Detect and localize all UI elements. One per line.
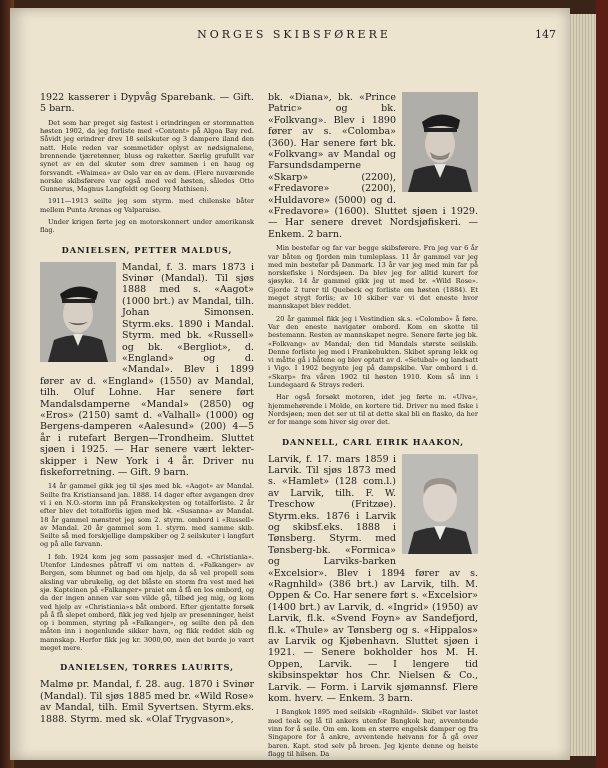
entry-note-torres-1: Min bestefar og far var begge skibsførere. Fra jeg var 6 år var båten og fjorden min tumleplass. 11 år gammel var jeg med min bestefar på Danmark. 13 år var jeg med min far på norskefiske i Nordsjøen. Da blev jeg for alltid kurert for sjøsyke. 14 år gammel gikk jeg ut med br. «Wild Rose». Gjorde 2 turer til Quebeck og forliste om høsten (1884). Et meget stygt forlis; av 10 skiber var vi det eneste hvor mannskapet blev reddet. — [268, 244, 478, 311]
page-edges — [568, 14, 598, 756]
intro-small-2: 1911—1913 seilte jeg som styrm. med chilenske båter mellem Punta Arenas og Valparaiso. — [40, 197, 254, 214]
entry-heading-petter: DANIELSEN, PETTER MALDUS, — [61, 244, 233, 255]
entry-heading-torres: DANIELSEN, TORRES LAURITS, — [60, 662, 234, 673]
right-column — [268, 92, 478, 758]
entry-body-torres: Malmø pr. Mandal, f. 28. aug. 1870 i Svinør (Mandal). Til sjøs 1885 med br. «Wild Rose» av Mandal, tilh. Emil Syvertsen. Styrm.eks. 1888. Styrm. med sk. «Olaf Trygvason», — [40, 679, 254, 725]
running-title: NORGES SKIBSFØRERE — [197, 28, 391, 41]
left-column — [40, 92, 254, 725]
entry-note-carl-1: I Bangkok 1895 med seilskib «Ragnhild». Skibet var lastet med teak og lå til ankers utenfor Bangkok bar, avventende vinn for å seile. Om em. kom en større engelsk damper og fra Singapore for å ankre, avventende høivann for å gå over baren. Kapt. stod selv på broen. Jeg kjente denne og heiste flagg til hilsen. Da — [268, 708, 478, 758]
book-page — [10, 8, 570, 760]
entry-body-carl: Larvik, f. 17. mars 1859 i Larvik. Til sjøs 1873 med s. «Hamlet» (128 com.l.) av Larvik, tilh. F. W. Treschow (Fritzøe). Styrm.eks. 1876 i Larvik og skibsf.eks. 1888 i Tønsberg. Styrm. med Tønsberg-bk. «Formica» og Larviks-barken «Excelsior». Blev i 1894 fører av s. «Ragnhild» (386 brt.) av Larvik, tilh. M. Oppen & Co. Har senere ført s. «Excelsior» (1400 brt.) av Larvik, d. «Ingrid» (1950) av Larvik, fl.k. «Svend Foyn» av Sandefjord, fl.k. «Thule» av Tønsberg og s. «Hippalos» av Larvik og Kjøbenhavn. Sluttet sjøen i 1921. — Senere bokholder hos M. H. Oppen, Larvik. — I lengere tid skibsinspektør hos Chr. Nielsen & Co., Larvik. — Form. i Larvik sjømannsf. Flere kom. hverv. — Enkem. 3 barn. — [268, 453, 478, 705]
portrait-carl-dannell — [402, 454, 478, 554]
entry-note-petter-1: 14 år gammel gikk jeg til sjøs med bk. «Aagot» av Mandal. Seilte fra Kristiansand jan. 1888. 14 dager efter avgangen drev vi i en N.O.-storm inn på Franskekysten og totalforliste. 2 år efter blev det totalforlis igjen med bk. «Susanna» av Mandal. 18 år gammel mønstret jeg som 2. styrm. ombord i «Russell» av Mandal. 20 år gammel som 1. styrm. med samme skib. Seilte så med forskjellige dampskiber og 2 seilskuter i langfart og på alle farvann. — [40, 482, 254, 549]
entry-body-torres-cont: bk. «Diana», bk. «Prince Patric» og bk. «Folkvang». Blev i 1890 fører av s. «Colomba» (360). Har senere ført bk. «Folkvang» av Mandal og Farsundsdamperne «Skarp» (2200), «Fredavore» (2200), «Huldavore» (5000) og d. «Fredavore» (1600). Sluttet sjøen i 1929. — Har senere drevet Nordsjøfiskeri. — Enkem. 2 barn. — [268, 92, 478, 240]
running-header — [26, 28, 562, 50]
entry-note-petter-2: I feb. 1924 kom jeg som passasjer med d. «Christiania». Utenfor Lindesnes påtraff vi om natten d. «Falkanger» av Bergen, som blunnet og bad om hjelp, da så vel propell som aksling var ubrukelig, og det blåste en storm fra vest med høi sjø. Kapteinen på «Falkanger» praiet om å få en los ombord, og da der ingen annen var som vilde gå, tilbød jeg mig, og kom ved hjelp av «Christiania»s båt ombord. Efter gjentatte forsøk på å få slepet ombord, fikk jeg ved hjelp av presenninger, heist op i bommen, styring på «Falkanger», og seilte den på den måten inn i nogenlunde sikker havn, og fikk reddet skib og mannskap. Herfor fikk jeg kr. 3000,00, men det burde jo vært meget mere. — [40, 552, 254, 653]
portrait-petter-danielsen — [40, 262, 116, 362]
intro-small-3: Under krigen førte jeg en motorskonnert under amerikansk flag. — [40, 218, 254, 235]
entry-body-petter: Mandal, f. 3. mars 1873 i Svinør (Mandal). Til sjøs 1888 med s. «Aagot» (1000 brt.) av Mandal, tilh. Johan Simonsen. Styrm.eks. 1890 i Mandal. Styrm. med bk. «Russell» og bk. «Bergliot», d. «England» og d. «Mandal». Blev i 1899 fører av d. «England» (1550) av Mandal, tilh. Oluf Lohne. Har senere ført Mandalsdamperne «Mandal» (2850) og «Eros» (2150) samt d. «Valhall» (1000) og Bergens-damperen «Aalesund» (200) 4—5 år i rutefart Bergen—Trondheim. Sluttet sjøen i 1925. — Har senere vært lekter-skipper i New York i 4 år. Driver nu fiskeforretning. — Gift. 9 barn. — [40, 261, 254, 478]
book-cover-edge — [596, 0, 608, 768]
page-number: 147 — [535, 28, 556, 41]
entry-heading-carl: DANNELL, CARL EIRIK HAAKON, — [281, 436, 465, 447]
intro-small-1: Det som har preget sig fastest i erindringen er stormnatten høsten 1902, da jeg forliste med «Content» på Algoa Bay red. Såvidt jeg erindrer drev 18 seilskuter og 3 dampere iland den natt. Hele reden var sommetider oplyst av nødsignalene, brennende tjæretønner, bluss og raketter. Særlig grufullt var synet av en del skuter som drev sammen i en haug og forsvandt. «Waimea» av Oslo var en av dem. (Flere nuværende norske skibsførere var også med ved høsten, således Otto Gunnerus, Magnus Langfeldt og Georg Mathisen). — [40, 118, 254, 194]
intro-paragraph: 1922 kasserer i Dypvåg Sparebank. — Gift. 5 barn. — [40, 92, 254, 115]
entry-note-torres-3: Har også forsøkt motoren, idet jeg førte m. «Ulva», hjemmehørende i Molde, en kortere tid. Driver nu med fiske i Nordsjøen; men det ser ut til at dette skal bli en fiasko, da her er for mange som hiver sig over det. — [268, 393, 478, 427]
entry-note-torres-2: 20 år gammel fikk jeg i Vestindien sk.s. «Colombo» å føre. Var den eneste navigatør ombord. Kom en skotte til bestemann. Resten av mannskapet negre. Senere førte jeg bk. «Folkvang» av Mandal; den tid Mandals største seilskib. Denne forliste jeg med i Frankebukten. Skibet sprang lekk og vi måtte gå i båtene og blev optatt av d. «Setubal» og landsatt i Vigo. I 1902 begynte jeg på dampskibe. Var ombord i d. «Skarp» fra våren 1902 til høsten 1910. Kom så inn i Lundegaard & Strays rederi. — [268, 314, 478, 390]
portrait-torres-danielsen — [402, 92, 478, 192]
